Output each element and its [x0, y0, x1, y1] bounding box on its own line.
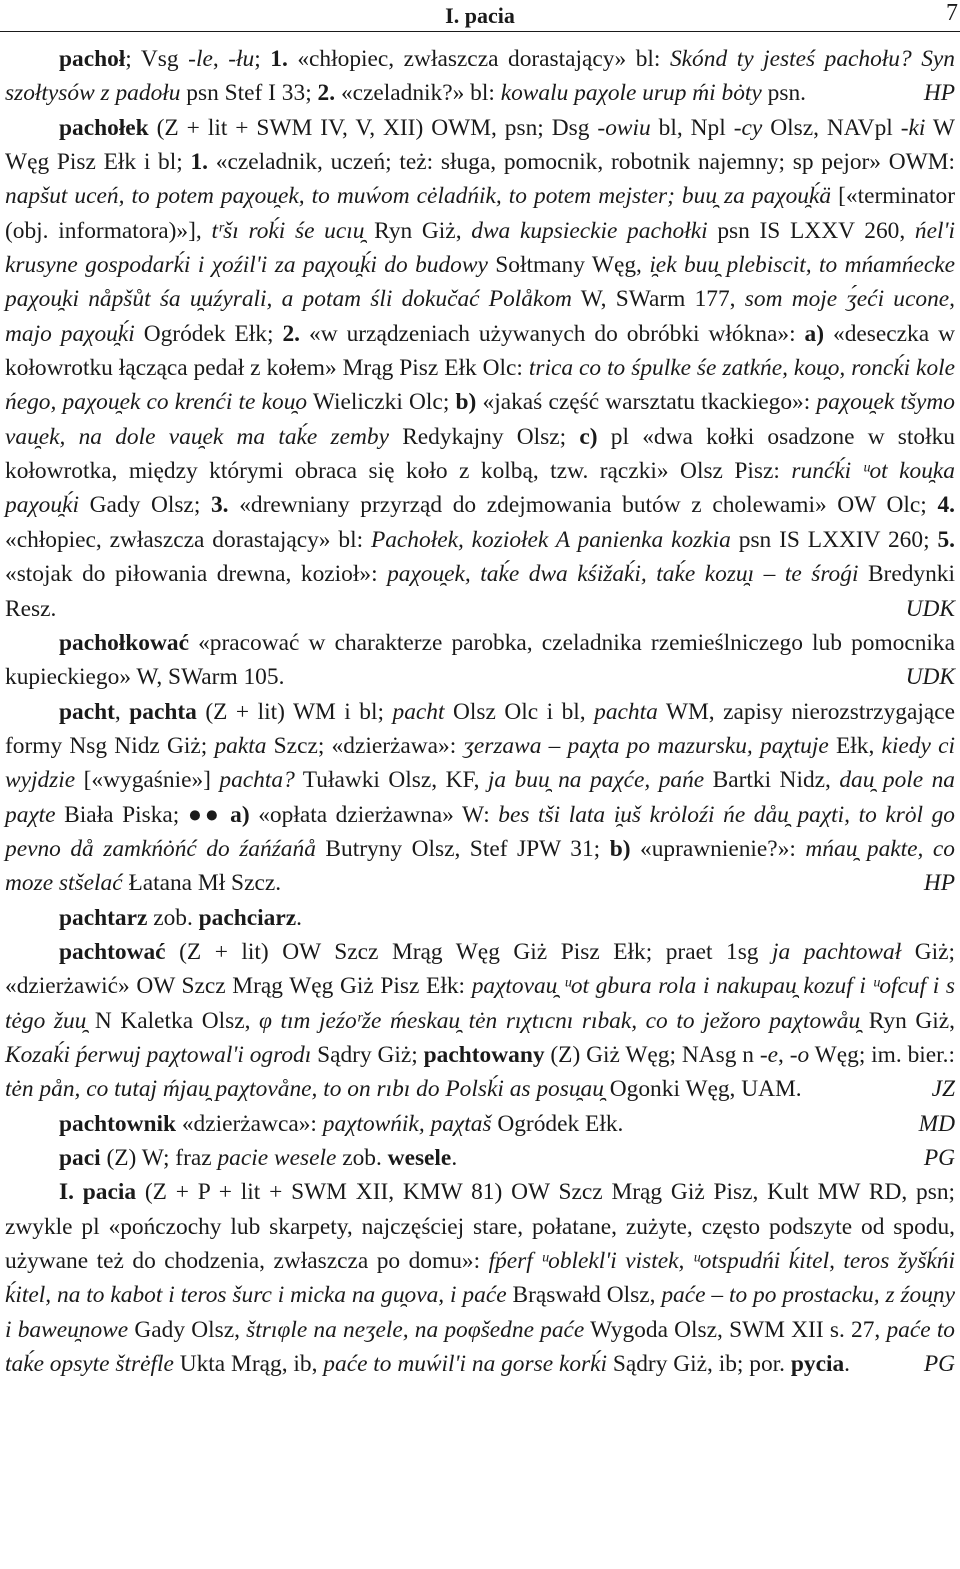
headword: 2.: [317, 80, 336, 107]
headword: pachtarz: [59, 904, 148, 931]
headword: pachołkować: [59, 629, 189, 656]
dictionary-entry: [5, 1141, 955, 1175]
dialect-quote: dwa kupsieckie pachołki: [471, 217, 708, 244]
dialect-quote: -ki: [900, 114, 926, 141]
dialect-quote: fṕerf ᵘoblekl'i vistek, ᵘotspudńi ḱitel, teros žyšḱńi ḱitel, na to kabot i teros šurc i micka na gu̯ova, i paće: [5, 1248, 955, 1309]
entry-text: Sądry Giż, ib; por.: [607, 1351, 791, 1378]
headword: pycia: [790, 1351, 845, 1378]
entry-text: bl, Npl: [650, 114, 734, 141]
dialect-quote: paχtowńik, paχtaš: [322, 1110, 492, 1137]
entry-author-initials: UDK: [905, 664, 955, 691]
entry-text: «pracować w charakterze parobka, czeladnika rzemieślniczego lub pomocnika kupieckiego» W, SWarm 105.: [5, 629, 955, 691]
entry-text: Ogonki Węg, UAM.: [603, 1076, 802, 1103]
dialect-quote: -e: [759, 1041, 779, 1068]
dictionary-entries: [5, 42, 955, 1381]
entry-text: «w urządzeniach używanych do obróbki włókna»:: [300, 320, 805, 347]
dialect-quote: mńau̯ pakte, co moze stšelać: [5, 835, 955, 897]
dictionary-entry: [5, 111, 955, 626]
headword: a): [804, 320, 825, 347]
dialect-quote: paχtovau̯ ᵘot gbura rola i nakupau̯ kozuf i ᵘofcuf i s tėgo žuu̯: [5, 973, 955, 1034]
entry-text: Giż; «dzierżawić» OW Szcz Mrąg Węg Giż Pisz Ełk:: [5, 938, 956, 1000]
dialect-quote: paće – to po prostacku, z źou̯ny i baweu̯nowe: [5, 1282, 956, 1343]
dialect-quote: bes tši lata i̯uš krȯloźi ńe dåu̯ paχti, to krȯl go pevno då zamkńȯńć do źańźańå: [5, 801, 955, 862]
entry-text: Ryn Giż,: [860, 1007, 955, 1034]
entry-author-initials: UDK: [905, 595, 955, 622]
entry-text: Ełk,: [828, 732, 882, 759]
dialect-quote: -cy: [733, 114, 763, 141]
entry-author-initials: PG: [923, 1145, 955, 1171]
headword: paci: [59, 1145, 101, 1171]
headword: I. pacia: [59, 1179, 137, 1206]
headword: 3.: [210, 492, 229, 519]
entry-text: psn IS LXXV 260,: [707, 217, 915, 244]
entry-text: zob.: [147, 904, 199, 931]
headword: pachtowany: [423, 1041, 545, 1068]
dialect-quote: paχou̯ek tšymo vau̯ek, na dole vau̯ek ma taḱe zemby: [5, 389, 956, 450]
entry-text: WM, zapisy nierozstrzygające formy Nsg Nidz Giż;: [5, 698, 955, 759]
headword: pachciarz: [198, 904, 297, 931]
entry-text: Olsz, NAVpl: [762, 114, 901, 141]
dialect-quote: Pachołek, koziołek A panienka kozkia: [370, 526, 731, 553]
dialect-quote: ja buu̯ na paχće, pańe: [487, 767, 705, 794]
entry-text: Ryn Giż,: [364, 217, 472, 244]
dictionary-entry: [5, 1107, 955, 1141]
entry-text: «deseczka w kołowrotku łącząca pedał z kołem» Mrąg Pisz Ełk Olc:: [5, 320, 955, 382]
entry-text: Brąswałd Olsz,: [506, 1282, 662, 1309]
entry-text: Wygoda Olsz, SWM XII s. 27,: [584, 1316, 887, 1343]
entry-text: N Kaletka Olsz,: [86, 1007, 260, 1034]
dialect-quote: kowalu paχole urup ḿi bȯty: [500, 80, 762, 107]
dialect-quote: paće to taḱe opsyte štrėfle: [5, 1316, 956, 1378]
entry-text: Węg; im. bier.:: [809, 1041, 956, 1068]
dialect-quote: štrıφle na neʒele, na poφšedne paće: [246, 1316, 585, 1343]
headword: b): [609, 835, 631, 862]
dialect-quote: -le: [188, 46, 213, 72]
entry-text: psn IS LXXIV 260;: [730, 526, 938, 553]
running-header: [0, 0, 960, 32]
headword: pachołek: [59, 114, 149, 141]
entry-text: ,: [114, 698, 130, 725]
entry-text: [«terminator (obj. informatora)»],: [5, 183, 955, 244]
entry-text: ; Vsg: [125, 46, 189, 72]
entry-text: Ogródek Ełk;: [134, 320, 283, 347]
entry-text: ;: [254, 46, 271, 72]
dialect-quote: pacie wesele: [217, 1145, 337, 1171]
entry-text: Gady Olsz;: [78, 492, 211, 519]
dialect-quote: paχou̯ek, taḱe dwa kśižaḱi, taḱe kozu̯ı – te śroǵi: [387, 561, 859, 588]
entry-text: Olsz Olc i bl,: [444, 698, 595, 725]
entry-text: pl «dwa kołki osadzone w stołku kołowrotka, między którymi obraca się koło z kolbą, tzw. rączki» Olsz Pisz:: [5, 423, 955, 485]
entry-text: zob.: [336, 1145, 388, 1171]
entry-author-initials: HP: [923, 870, 955, 897]
entry-text: Gady Olsz,: [128, 1316, 247, 1343]
dialect-quote: trica co to śpulke śe zatkńe, kou̯o, roncḱi kole ńego, paχou̯ek co krenći te kou̯o: [5, 355, 956, 416]
headword: pachoł: [59, 46, 126, 72]
dictionary-entry: [5, 695, 955, 901]
entry-text: Bredynki Resz.: [5, 561, 955, 622]
entry-text: Wieliczki Olc;: [307, 389, 456, 416]
entry-text: .: [451, 1145, 458, 1171]
headword: pachtownik: [59, 1110, 176, 1137]
entry-text: Bartki Nidz,: [704, 767, 840, 794]
entry-text: «czeladnik?» bl:: [335, 80, 501, 107]
entry-text: Ukta Mrąg, ib,: [173, 1351, 324, 1378]
dialect-quote: φ tım jeźoʳže ḿeskau̯ tėn rıχtıcnı rıbak, co to ježoro paχtowåu̯: [259, 1007, 861, 1034]
headword: 1.: [190, 149, 209, 176]
dialect-quote: napšut uceń, to potem paχou̯ek, to muẃom cėladńik, to potem mejster; buu̯ za paχou̯ḱä: [5, 183, 832, 210]
entry-text: «czeladnik, uczeń; też: sługa, pomocnik, robotnik najemny; sp pejor» OWM:: [208, 149, 955, 176]
dialect-quote: ʒerzawa – paχta po mazursku, paχtuje: [463, 732, 829, 759]
entry-text: «jakaś część warsztatu tkackiego»:: [476, 389, 817, 416]
headword: wesele: [387, 1145, 452, 1171]
headword: 4.: [937, 492, 955, 519]
dialect-quote: paće to muẃil'i na gorse korḱi: [323, 1351, 607, 1378]
entry-text: Sołtmany Węg,: [487, 252, 650, 279]
entry-text: ,: [778, 1041, 790, 1068]
entry-author-initials: MD: [918, 1110, 955, 1137]
dialect-quote: Skónd ty jesteś pachołu? Syn szołtysów z padołu: [5, 46, 955, 107]
dictionary-entry: [5, 1175, 955, 1381]
headword: pachtować: [59, 938, 166, 965]
entry-author-initials: JZ: [931, 1076, 955, 1103]
page-number: 7: [946, 0, 958, 26]
headword: 2.: [282, 320, 301, 347]
dialect-quote: Kozaḱi ṕerwuj paχtowal'i ogrodı: [5, 1041, 312, 1068]
dictionary-entry: [5, 901, 955, 935]
dialect-quote: i̯ek buu̯ plebiscit, to mńamńecke paχou̯ki nåpšůt śa u̯uźyrali, a potam śli dokučać Polåkom: [5, 252, 955, 313]
headword: a): [230, 801, 250, 828]
dialect-quote: kiedy ci wyjdzie: [5, 732, 955, 794]
dialect-quote: pakta: [214, 732, 267, 759]
entry-text: (Z + lit + SWM IV, V, XII) OWM, psn; Dsg: [148, 114, 598, 141]
entry-text: W, SWarm 177,: [571, 286, 745, 313]
headword: 5.: [937, 526, 955, 553]
dialect-quote: -o: [789, 1041, 810, 1068]
dialect-quote: dau̯ pole na paχte: [5, 767, 955, 828]
headword: c): [579, 423, 598, 450]
entry-text: W Węg Pisz Ełk i bl;: [5, 114, 956, 176]
entry-text: Łatana Mł Szcz.: [122, 870, 282, 897]
dialect-quote: pachta?: [219, 767, 295, 794]
entry-text: Tuławki Olsz, KF,: [294, 767, 488, 794]
entry-text: (Z) Giż Węg; NAsg n: [544, 1041, 760, 1068]
entry-text: «chłopiec, zwłaszcza dorastający» bl:: [5, 526, 371, 553]
entry-text: Sądry Giż;: [311, 1041, 424, 1068]
entry-text: (Z) W; fraz: [100, 1145, 218, 1171]
entry-text: .: [844, 1351, 850, 1378]
entry-text: (Z + P + lit + SWM XII, KMW 81) OW Szcz Mrąg Giż Pisz, Kult MW RD, psn; zwykle pl «pończochy lub skarpety, najczęściej stare, połatane, zużyte, często podszyte od spodu, używane też do chodzenia, zwłaszcza po domu»:: [5, 1179, 956, 1275]
dialect-quote: runćḱi ᵘot kou̯ka paχou̯ḱi: [5, 458, 955, 519]
entry-text: Biała Piska; ●●: [55, 801, 231, 828]
dialect-quote: ja pachtował: [772, 938, 902, 965]
headword: b): [455, 389, 477, 416]
entry-text: (Z + lit) WM i bl;: [196, 698, 393, 725]
dictionary-entry: [5, 42, 955, 111]
dialect-quote: ńel'i krusyne gospodarḱi i χoźil'i za paχou̯ḱi do budowy: [5, 217, 955, 279]
entry-text: Butryny Olsz, Stef JPW 31;: [315, 835, 610, 862]
entry-text: (Z + lit) OW Szcz Mrąg Węg Giż Pisz Ełk; praet 1sg: [165, 938, 773, 965]
dialect-quote: som moje ʒ́eći ucone, majo paχou̯ḱi: [5, 286, 956, 347]
dialect-quote: tėn pån, co tutaj ḿjau̯ paχtovåne, to on rıbı do Polsḱi as posu̯au̯: [5, 1076, 604, 1103]
dictionary-entry: [5, 626, 955, 695]
entry-text: ,: [212, 46, 229, 72]
entry-text: «chłopiec, zwłaszcza dorastający» bl:: [287, 46, 670, 72]
entry-text: Ogródek Ełk.: [491, 1110, 624, 1137]
entry-author-initials: PG: [923, 1351, 955, 1378]
dictionary-entry: [5, 935, 955, 1107]
dialect-quote: -owiu: [597, 114, 651, 141]
headword: pacht: [59, 698, 115, 725]
entry-text: «opłata dzierżawna» W:: [249, 801, 499, 828]
entry-text: [«wygaśnie»]: [75, 767, 220, 794]
entry-text: psn Stef I 33;: [180, 80, 318, 107]
entry-text: Redykajny Olsz;: [388, 423, 580, 450]
entry-text: «dzierżawca»:: [176, 1110, 323, 1137]
dialect-quote: pacht: [392, 698, 445, 725]
entry-text: «stojak do piłowania drewna, kozioł»:: [5, 561, 388, 588]
running-head-title: I. pacia: [445, 3, 515, 28]
entry-text: psn.: [761, 80, 806, 107]
entry-text: «uprawnienie?»:: [630, 835, 806, 862]
dialect-quote: tʳšı roḱi śe ucıu̯: [211, 217, 365, 244]
entry-author-initials: HP: [923, 80, 955, 107]
headword: 1.: [270, 46, 288, 72]
entry-text: .: [296, 904, 302, 931]
entry-text: «drewniany przyrząd do zdejmowania butów z cholewami» OW Olc;: [228, 492, 938, 519]
dialect-quote: -łu: [228, 46, 255, 72]
dialect-quote: pachta: [594, 698, 658, 725]
entry-text: Szcz; «dzierżawa»:: [266, 732, 464, 759]
headword: pachta: [129, 698, 197, 725]
